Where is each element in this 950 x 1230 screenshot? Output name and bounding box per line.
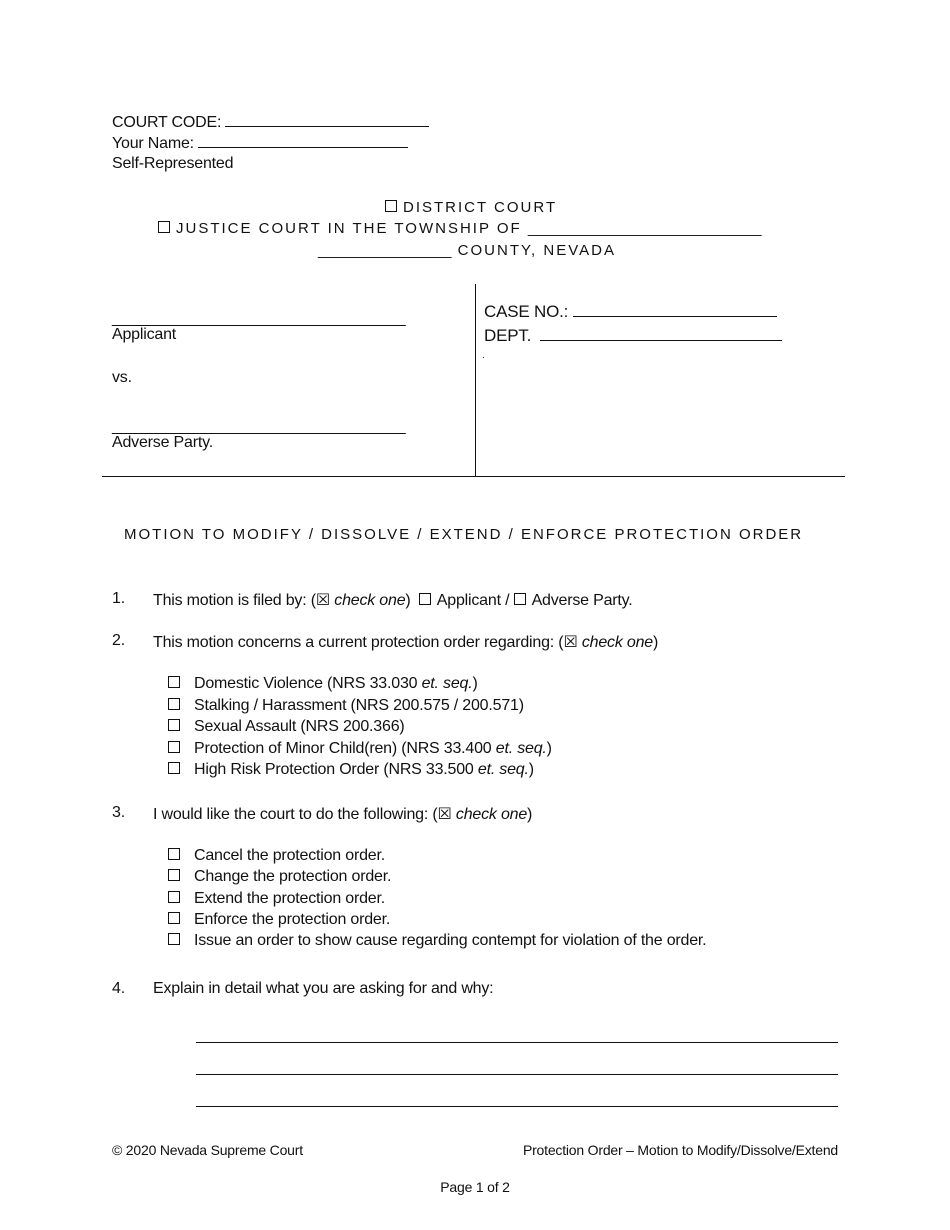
request-label: Change the protection order. xyxy=(194,868,392,885)
caption-divider xyxy=(475,284,476,476)
order-type-checkbox[interactable] xyxy=(168,741,180,753)
applicant-label: Applicant xyxy=(112,326,177,343)
item-1-checkmark: ☒ xyxy=(315,592,331,609)
applicant-checkbox[interactable] xyxy=(419,593,431,605)
dept-line xyxy=(484,326,782,346)
request-label: Enforce the protection order. xyxy=(194,911,391,928)
district-court-option[interactable] xyxy=(385,199,557,216)
explanation-line[interactable] xyxy=(196,1042,838,1043)
request-checkbox[interactable] xyxy=(168,869,180,881)
footer-copyright: © 2020 Nevada Supreme Court xyxy=(112,1142,303,1158)
request-label: Extend the protection order. xyxy=(194,890,385,907)
item-2-prefix: This motion concerns a current protection order regarding: ( xyxy=(153,634,564,651)
form-title: MOTION TO MODIFY / DISSOLVE / EXTEND / ENFORCE PROTECTION ORDER xyxy=(124,526,804,543)
order-type-label: Domestic Violence (NRS 33.030 xyxy=(194,675,422,692)
applicant-option-label: Applicant / xyxy=(436,592,510,609)
order-type-end: ) xyxy=(528,761,534,778)
request-checkbox[interactable] xyxy=(168,848,180,860)
court-code-line xyxy=(112,112,429,132)
order-type-checkbox[interactable] xyxy=(168,676,180,688)
item-2-text xyxy=(153,632,658,652)
request-label: Issue an order to show cause regarding contempt for violation of the order. xyxy=(194,932,707,949)
your-name-label: Your Name: xyxy=(112,135,194,152)
justice-court-checkbox[interactable] xyxy=(158,221,170,233)
justice-court-option[interactable] xyxy=(158,220,761,237)
item-2-check-one: check one xyxy=(581,634,653,651)
district-court-label: DISTRICT COURT xyxy=(403,199,558,216)
case-no-field[interactable] xyxy=(573,302,777,317)
order-type-option[interactable] xyxy=(168,697,524,715)
order-type-label: High Risk Protection Order (NRS 33.500 xyxy=(194,761,478,778)
item-4-number: 4. xyxy=(112,980,125,997)
item-3-close: ) xyxy=(527,806,533,823)
order-type-option[interactable] xyxy=(168,718,405,736)
item-3-text xyxy=(153,804,532,824)
request-option[interactable] xyxy=(168,868,391,886)
order-type-end: ) xyxy=(472,675,478,692)
your-name-line xyxy=(112,133,408,153)
explanation-line[interactable] xyxy=(196,1106,838,1107)
adverse-option-label: Adverse Party. xyxy=(531,592,633,609)
court-code-label: COURT CODE: xyxy=(112,114,222,131)
county-blank[interactable]: ________________ xyxy=(318,242,452,259)
adverse-blank[interactable]: _________________________________ xyxy=(112,418,406,435)
adverse-party-checkbox[interactable] xyxy=(514,593,526,605)
case-no-line xyxy=(484,302,777,322)
dot-mark: . xyxy=(482,350,485,361)
county-label: COUNTY, NEVADA xyxy=(457,242,616,259)
order-type-label: Sexual Assault (NRS 200.366) xyxy=(194,718,405,735)
order-type-italic: et. seq. xyxy=(421,675,473,692)
request-checkbox[interactable] xyxy=(168,933,180,945)
request-label: Cancel the protection order. xyxy=(194,847,385,864)
district-court-checkbox[interactable] xyxy=(385,200,397,212)
request-option[interactable] xyxy=(168,847,385,865)
item-3-checkmark: ☒ xyxy=(437,806,452,823)
item-1-check-one: check one xyxy=(334,592,406,609)
dept-field[interactable] xyxy=(540,326,782,341)
order-type-italic: et. seq. xyxy=(477,761,529,778)
order-type-italic: et. seq. xyxy=(495,740,547,757)
applicant-blank[interactable]: _________________________________ xyxy=(112,310,406,327)
item-1-prefix: This motion is filed by: ( xyxy=(153,592,316,609)
item-3-number: 3. xyxy=(112,804,125,821)
request-checkbox[interactable] xyxy=(168,912,180,924)
request-option[interactable] xyxy=(168,911,390,929)
item-3-check-one: check one xyxy=(455,806,528,823)
order-type-label: Protection of Minor Child(ren) (NRS 33.400 xyxy=(194,740,496,757)
adverse-party-label: Adverse Party. xyxy=(112,434,213,451)
item-2-checkmark: ☒ xyxy=(563,634,578,651)
request-option[interactable] xyxy=(168,890,385,908)
your-name-field[interactable] xyxy=(198,133,408,148)
request-checkbox[interactable] xyxy=(168,891,180,903)
item-2-number: 2. xyxy=(112,632,125,649)
order-type-checkbox[interactable] xyxy=(168,719,180,731)
order-type-label: Stalking / Harassment (NRS 200.575 / 200.571) xyxy=(194,697,524,714)
order-type-option[interactable] xyxy=(168,761,534,779)
court-code-field[interactable] xyxy=(225,112,429,127)
order-type-checkbox[interactable] xyxy=(168,762,180,774)
order-type-checkbox[interactable] xyxy=(168,698,180,710)
item-4-text: Explain in detail what you are asking for and why: xyxy=(153,980,494,997)
order-type-option[interactable] xyxy=(168,675,478,693)
item-3-prefix: I would like the court to do the following: ( xyxy=(153,806,438,823)
page-number: Page 1 of 2 xyxy=(440,1179,510,1195)
county-line xyxy=(318,242,616,259)
order-type-end: ) xyxy=(546,740,552,757)
request-option[interactable] xyxy=(168,932,706,950)
order-type-option[interactable] xyxy=(168,740,552,758)
justice-court-label: JUSTICE COURT IN THE TOWNSHIP OF xyxy=(176,220,522,237)
caption-bottom-rule xyxy=(102,476,845,477)
vs-label: vs. xyxy=(112,369,132,386)
footer-form-title: Protection Order – Motion to Modify/Dissolve/Extend xyxy=(522,1142,838,1158)
township-blank[interactable]: ____________________________ xyxy=(527,220,762,237)
item-1-close: ) xyxy=(405,592,411,609)
item-1-text xyxy=(153,590,633,610)
case-no-label: CASE NO.: xyxy=(484,302,569,321)
dept-label: DEPT. xyxy=(484,326,532,345)
self-represented-label: Self-Represented xyxy=(112,155,234,172)
explanation-line[interactable] xyxy=(196,1074,838,1075)
item-1-number: 1. xyxy=(112,590,125,607)
item-2-close: ) xyxy=(652,634,659,651)
